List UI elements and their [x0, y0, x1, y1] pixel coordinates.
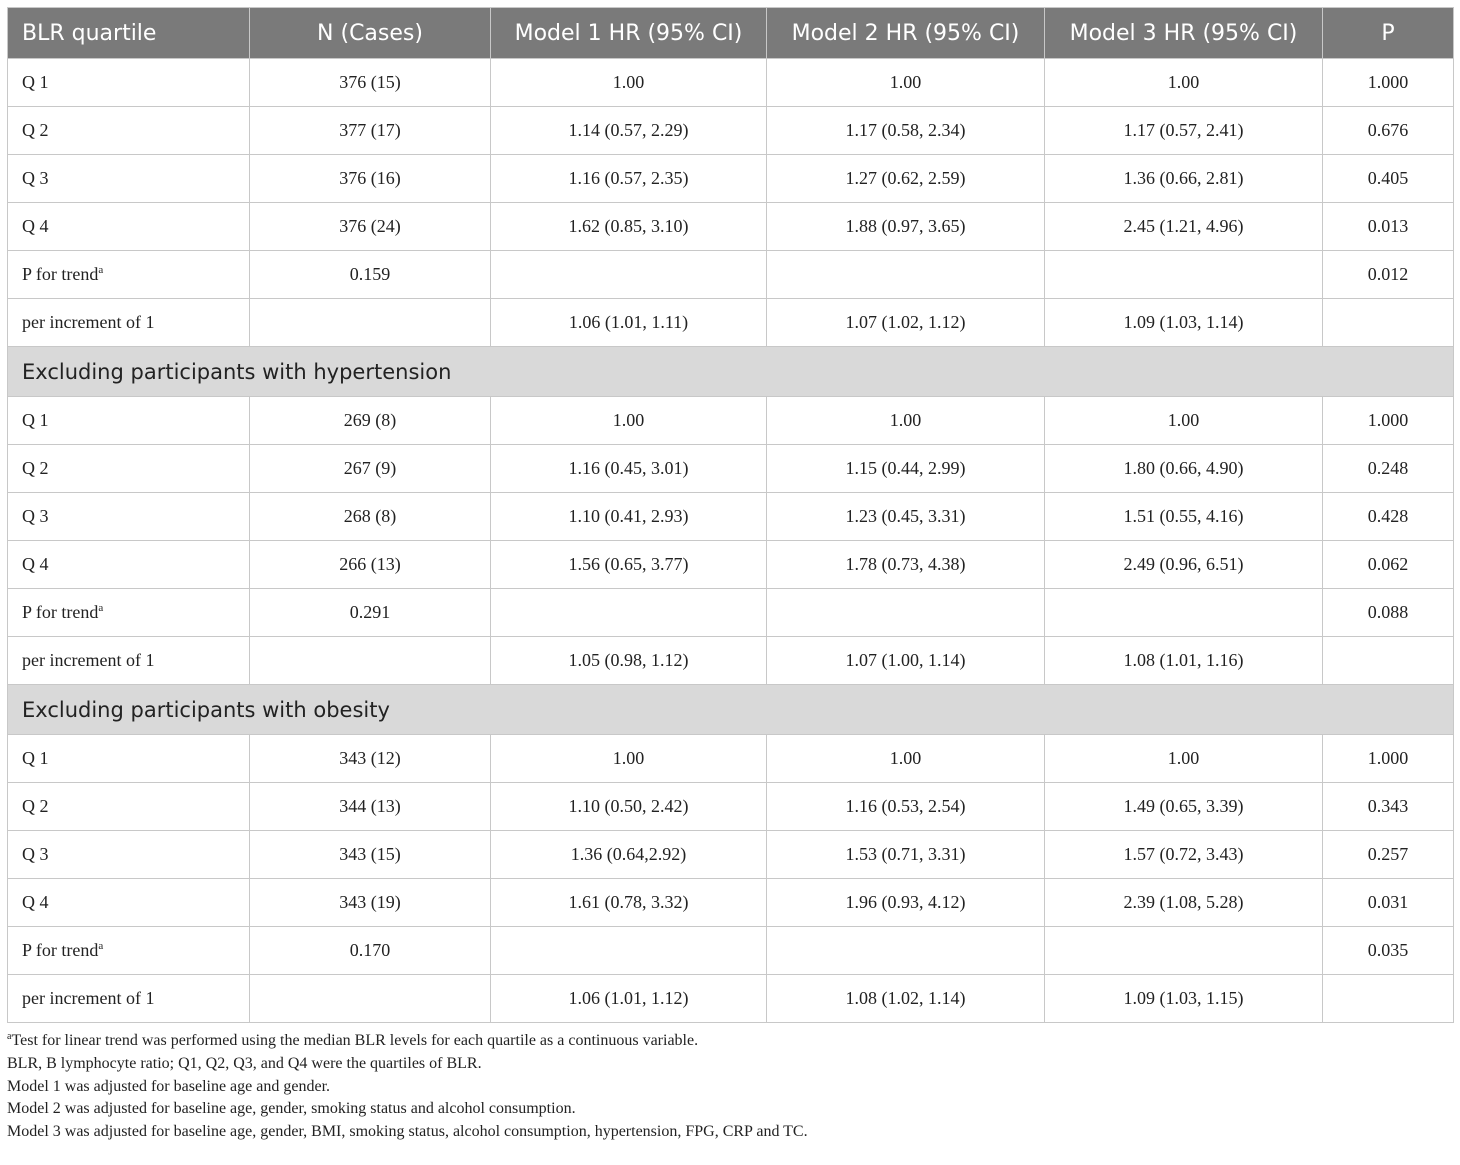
- row-label: per increment of 1: [8, 975, 250, 1023]
- cell-model-3: 2.49 (0.96, 6.51): [1045, 541, 1323, 589]
- cell-model-1: 1.14 (0.57, 2.29): [491, 107, 767, 155]
- cell-model-1: 1.00: [491, 397, 767, 445]
- cell-n-cases: [250, 975, 491, 1023]
- cell-model-2: 1.00: [767, 397, 1045, 445]
- cell-model-1: [491, 927, 767, 975]
- cell-model-3: 2.45 (1.21, 4.96): [1045, 203, 1323, 251]
- cell-n-cases: 377 (17): [250, 107, 491, 155]
- table-row: [8, 445, 1454, 493]
- cell-model-2: [767, 251, 1045, 299]
- cell-model-2: 1.08 (1.02, 1.14): [767, 975, 1045, 1023]
- cell-model-3: [1045, 589, 1323, 637]
- table-row: [8, 541, 1454, 589]
- cell-n-cases: 268 (8): [250, 493, 491, 541]
- row-label-text: P for trend: [22, 602, 99, 622]
- cell-model-2: 1.27 (0.62, 2.59): [767, 155, 1045, 203]
- cell-model-1: 1.10 (0.41, 2.93): [491, 493, 767, 541]
- row-label: Q 3: [8, 155, 250, 203]
- cell-p: 0.012: [1323, 251, 1454, 299]
- table-row: [8, 589, 1454, 637]
- table-row: [8, 397, 1454, 445]
- cell-n-cases: 344 (13): [250, 783, 491, 831]
- section-title-obesity: Excluding participants with obesity: [8, 685, 1454, 735]
- footnote: Model 2 was adjusted for baseline age, gender, smoking status and alcohol consumption.: [7, 1100, 576, 1118]
- footnote: BLR, B lymphocyte ratio; Q1, Q2, Q3, and Q4 were the quartiles of BLR.: [7, 1054, 482, 1072]
- row-label: Q 4: [8, 541, 250, 589]
- cell-model-2: 1.00: [767, 735, 1045, 783]
- footnote: Model 3 was adjusted for baseline age, gender, BMI, smoking status, alcohol consumption, hypertension, FPG, CRP and TC.: [7, 1123, 808, 1141]
- cell-p: [1323, 299, 1454, 347]
- table-row: [8, 59, 1454, 107]
- header-n-cases: N (Cases): [250, 8, 491, 59]
- cell-p: 1.000: [1323, 59, 1454, 107]
- header-model-1: Model 1 HR (95% CI): [491, 8, 767, 59]
- cell-model-1: 1.00: [491, 59, 767, 107]
- table-row: [8, 975, 1454, 1023]
- row-label: Q 4: [8, 203, 250, 251]
- cell-model-2: 1.16 (0.53, 2.54): [767, 783, 1045, 831]
- table-row: [8, 735, 1454, 783]
- cell-n-cases: 343 (12): [250, 735, 491, 783]
- row-label: Q 1: [8, 59, 250, 107]
- row-label: per increment of 1: [8, 299, 250, 347]
- cell-p: [1323, 975, 1454, 1023]
- section-header-row: [8, 685, 1454, 735]
- cell-p: 0.343: [1323, 783, 1454, 831]
- cell-p: 0.013: [1323, 203, 1454, 251]
- cell-p: 0.257: [1323, 831, 1454, 879]
- table-row: [8, 831, 1454, 879]
- cell-model-2: 1.00: [767, 59, 1045, 107]
- footnote: Model 1 was adjusted for baseline age and gender.: [7, 1077, 331, 1095]
- footnote-marker: a: [98, 940, 104, 952]
- cell-model-3: 1.09 (1.03, 1.14): [1045, 299, 1323, 347]
- table-row: [8, 251, 1454, 299]
- cell-model-3: 1.51 (0.55, 4.16): [1045, 493, 1323, 541]
- cell-model-2: 1.53 (0.71, 3.31): [767, 831, 1045, 879]
- cell-p: 0.405: [1323, 155, 1454, 203]
- cell-model-1: 1.00: [491, 735, 767, 783]
- cell-model-1: 1.16 (0.45, 3.01): [491, 445, 767, 493]
- header-blr-quartile: BLR quartile: [8, 8, 250, 59]
- cell-model-3: 1.08 (1.01, 1.16): [1045, 637, 1323, 685]
- cell-p: 0.035: [1323, 927, 1454, 975]
- cell-p: 1.000: [1323, 397, 1454, 445]
- cell-model-1: 1.61 (0.78, 3.32): [491, 879, 767, 927]
- table-row: [8, 299, 1454, 347]
- cell-n-cases: 376 (16): [250, 155, 491, 203]
- cell-n-cases: 267 (9): [250, 445, 491, 493]
- row-label-text: P for trend: [22, 940, 99, 960]
- cell-model-1: 1.56 (0.65, 3.77): [491, 541, 767, 589]
- cell-model-2: 1.78 (0.73, 4.38): [767, 541, 1045, 589]
- cell-model-2: 1.88 (0.97, 3.65): [767, 203, 1045, 251]
- row-label: Q 2: [8, 107, 250, 155]
- table-row: [8, 927, 1454, 975]
- section-title-hypertension: Excluding participants with hypertension: [8, 347, 1454, 397]
- cell-n-cases: 0.170: [250, 927, 491, 975]
- cell-p: 0.428: [1323, 493, 1454, 541]
- cell-model-1: 1.05 (0.98, 1.12): [491, 637, 767, 685]
- row-label: Q 4: [8, 879, 250, 927]
- cell-model-1: 1.62 (0.85, 3.10): [491, 203, 767, 251]
- cell-model-2: 1.15 (0.44, 2.99): [767, 445, 1045, 493]
- table-row: [8, 637, 1454, 685]
- table-row: [8, 783, 1454, 831]
- header-model-2: Model 2 HR (95% CI): [767, 8, 1045, 59]
- row-label: per increment of 1: [8, 637, 250, 685]
- cell-n-cases: 0.159: [250, 251, 491, 299]
- cell-p: 0.062: [1323, 541, 1454, 589]
- row-label-text: P for trend: [22, 264, 99, 284]
- header-row: [8, 8, 1454, 59]
- cell-p: 0.676: [1323, 107, 1454, 155]
- footnote-marker: a: [7, 1031, 12, 1042]
- table-row: [8, 493, 1454, 541]
- cell-model-3: 1.09 (1.03, 1.15): [1045, 975, 1323, 1023]
- cell-model-2: 1.96 (0.93, 4.12): [767, 879, 1045, 927]
- cell-model-3: 1.00: [1045, 59, 1323, 107]
- row-label: Q 2: [8, 783, 250, 831]
- cell-model-3: 2.39 (1.08, 5.28): [1045, 879, 1323, 927]
- row-label-trend: [8, 251, 250, 299]
- cell-n-cases: 266 (13): [250, 541, 491, 589]
- header-p: P: [1323, 8, 1454, 59]
- row-label: Q 1: [8, 397, 250, 445]
- cell-model-1: [491, 251, 767, 299]
- cell-p: 0.088: [1323, 589, 1454, 637]
- cell-model-2: 1.07 (1.00, 1.14): [767, 637, 1045, 685]
- cell-model-3: 1.36 (0.66, 2.81): [1045, 155, 1323, 203]
- cell-model-2: 1.17 (0.58, 2.34): [767, 107, 1045, 155]
- row-label-trend: [8, 927, 250, 975]
- cell-model-1: 1.06 (1.01, 1.12): [491, 975, 767, 1023]
- row-label: Q 3: [8, 831, 250, 879]
- cell-model-1: 1.36 (0.64,2.92): [491, 831, 767, 879]
- footnotes: [7, 1030, 1453, 1144]
- row-label: Q 2: [8, 445, 250, 493]
- cell-p: 1.000: [1323, 735, 1454, 783]
- section-header-row: [8, 347, 1454, 397]
- cell-model-3: 1.80 (0.66, 4.90): [1045, 445, 1323, 493]
- cell-n-cases: 376 (15): [250, 59, 491, 107]
- cell-model-3: 1.49 (0.65, 3.39): [1045, 783, 1323, 831]
- footnote-text: Test for linear trend was performed using the median BLR levels for each quartile as a continuous variable.: [11, 1032, 699, 1049]
- cell-n-cases: [250, 637, 491, 685]
- cell-p: [1323, 637, 1454, 685]
- table-row: [8, 107, 1454, 155]
- cell-model-1: 1.10 (0.50, 2.42): [491, 783, 767, 831]
- row-label: Q 1: [8, 735, 250, 783]
- cell-model-3: [1045, 251, 1323, 299]
- cell-n-cases: 269 (8): [250, 397, 491, 445]
- table-row: [8, 879, 1454, 927]
- cell-model-3: 1.57 (0.72, 3.43): [1045, 831, 1323, 879]
- cell-model-3: 1.00: [1045, 735, 1323, 783]
- row-label: Q 3: [8, 493, 250, 541]
- cell-model-3: 1.17 (0.57, 2.41): [1045, 107, 1323, 155]
- results-table: [7, 7, 1454, 1023]
- footnote-marker: a: [98, 602, 104, 614]
- cell-n-cases: [250, 299, 491, 347]
- cell-model-2: [767, 927, 1045, 975]
- cell-model-3: 1.00: [1045, 397, 1323, 445]
- table-container: [7, 7, 1453, 1144]
- cell-model-3: [1045, 927, 1323, 975]
- cell-model-1: 1.06 (1.01, 1.11): [491, 299, 767, 347]
- cell-n-cases: 343 (19): [250, 879, 491, 927]
- cell-n-cases: 0.291: [250, 589, 491, 637]
- table-row: [8, 155, 1454, 203]
- footnote-marker: a: [98, 264, 104, 276]
- cell-model-2: 1.23 (0.45, 3.31): [767, 493, 1045, 541]
- cell-n-cases: 343 (15): [250, 831, 491, 879]
- cell-n-cases: 376 (24): [250, 203, 491, 251]
- row-label-trend: [8, 589, 250, 637]
- cell-model-1: 1.16 (0.57, 2.35): [491, 155, 767, 203]
- cell-model-1: [491, 589, 767, 637]
- cell-p: 0.248: [1323, 445, 1454, 493]
- header-model-3: Model 3 HR (95% CI): [1045, 8, 1323, 59]
- cell-model-2: 1.07 (1.02, 1.12): [767, 299, 1045, 347]
- cell-model-2: [767, 589, 1045, 637]
- cell-p: 0.031: [1323, 879, 1454, 927]
- table-row: [8, 203, 1454, 251]
- footnote: [7, 1030, 1453, 1053]
